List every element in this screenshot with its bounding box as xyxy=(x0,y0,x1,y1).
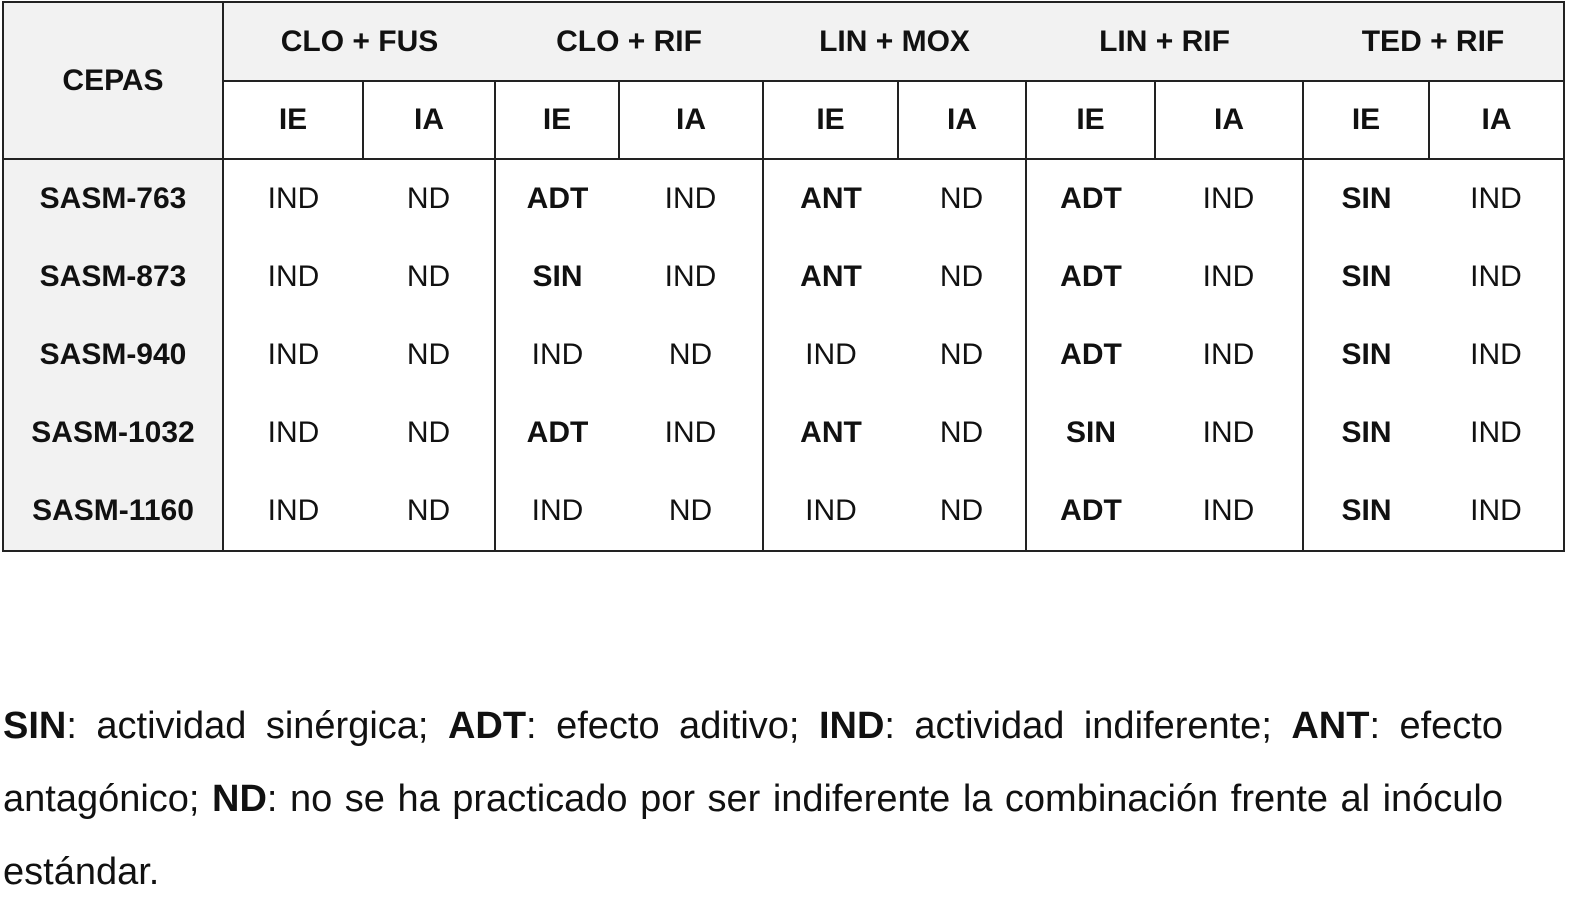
result-cell: ND xyxy=(363,238,495,316)
synergy-results-table xyxy=(2,1,1565,552)
sub-header-ia: IA xyxy=(363,81,495,159)
result-cell: ND xyxy=(363,394,495,472)
legend-definition: : actividad indiferente; xyxy=(884,705,1292,747)
result-cell: SIN xyxy=(1341,182,1392,215)
strain-column-header: CEPAS xyxy=(3,2,223,159)
result-cell: ANT xyxy=(800,260,862,293)
result-cell: SIN xyxy=(1341,260,1392,293)
result-cell: IND xyxy=(1429,316,1564,394)
legend-definition: : actividad sinérgica; xyxy=(66,705,448,747)
legend-definition: : efecto antagónico; xyxy=(3,705,1503,820)
result-cell: ND xyxy=(898,238,1026,316)
table-body xyxy=(3,159,1564,551)
strain-cell: SASM-1032 xyxy=(3,394,223,472)
result-cell: IND xyxy=(1429,394,1564,472)
sub-header-ia: IA xyxy=(1429,81,1564,159)
result-cell: ND xyxy=(363,472,495,551)
legend-abbreviation: IND xyxy=(818,705,885,747)
result-cell: IND xyxy=(267,338,320,371)
sub-header-ia: IA xyxy=(898,81,1026,159)
result-cell: IND xyxy=(531,338,584,371)
sub-header-ie: IE xyxy=(495,81,619,159)
sub-header-ie: IE xyxy=(1303,81,1429,159)
combination-header: TED + RIF xyxy=(1303,2,1564,81)
result-cell: IND xyxy=(267,494,320,527)
result-cell: ND xyxy=(898,472,1026,551)
sub-header-ie: IE xyxy=(763,81,898,159)
result-cell: SIN xyxy=(1341,338,1392,371)
result-cell: SIN xyxy=(1341,416,1392,449)
strain-cell: SASM-873 xyxy=(3,238,223,316)
legend-abbreviation: ANT xyxy=(1291,705,1370,747)
combination-header: LIN + RIF xyxy=(1026,2,1303,81)
table-row xyxy=(3,472,1564,551)
sub-header-ia: IA xyxy=(1155,81,1303,159)
result-cell: SIN xyxy=(532,260,583,293)
result-cell: IND xyxy=(619,159,763,238)
result-cell: ADT xyxy=(1060,494,1122,527)
result-cell: ND xyxy=(898,394,1026,472)
sub-header-ie: IE xyxy=(1026,81,1155,159)
result-cell: IND xyxy=(1429,238,1564,316)
combination-header: CLO + RIF xyxy=(495,2,763,81)
combination-header-row xyxy=(3,2,1564,81)
legend-abbreviation: ND xyxy=(212,778,267,820)
result-cell: SIN xyxy=(1065,416,1116,449)
result-cell: ND xyxy=(898,316,1026,394)
strain-cell: SASM-1160 xyxy=(3,472,223,551)
result-cell: IND xyxy=(267,416,320,449)
sub-header-ia: IA xyxy=(619,81,763,159)
table-row xyxy=(3,238,1564,316)
result-cell: IND xyxy=(805,338,857,371)
table-row xyxy=(3,159,1564,238)
result-cell: IND xyxy=(267,182,320,215)
legend-abbreviation: ADT xyxy=(447,705,527,747)
sub-header-row xyxy=(3,81,1564,159)
table-header xyxy=(3,2,1564,159)
legend-definition: : efecto aditivo; xyxy=(526,705,819,747)
result-cell: IND xyxy=(1155,159,1303,238)
legend-abbreviation: SIN xyxy=(3,705,67,747)
combination-header: LIN + MOX xyxy=(763,2,1026,81)
result-cell: ADT xyxy=(526,416,589,449)
result-cell: IND xyxy=(531,494,584,527)
result-cell: ND xyxy=(363,316,495,394)
result-cell: ADT xyxy=(1060,260,1122,293)
result-cell: ANT xyxy=(800,182,862,215)
result-cell: IND xyxy=(1155,316,1303,394)
result-cell: ADT xyxy=(1060,182,1122,215)
result-cell: ADT xyxy=(526,182,589,215)
result-cell: IND xyxy=(267,260,320,293)
sub-header-ie: IE xyxy=(223,81,363,159)
result-cell: IND xyxy=(1155,394,1303,472)
result-cell: IND xyxy=(1155,238,1303,316)
result-cell: IND xyxy=(1429,472,1564,551)
result-cell: ADT xyxy=(1060,338,1122,371)
combination-header: CLO + FUS xyxy=(223,2,495,81)
result-cell: IND xyxy=(805,494,857,527)
result-cell: ND xyxy=(619,472,763,551)
result-cell: ND xyxy=(363,159,495,238)
legend-definition: : no se ha practicado por ser indiferente la combinación frente al inóculo estándar. xyxy=(3,778,1503,893)
strain-cell: SASM-940 xyxy=(3,316,223,394)
legend-note xyxy=(3,690,1503,909)
result-cell: IND xyxy=(1155,472,1303,551)
result-cell: ANT xyxy=(800,416,862,449)
result-cell: ND xyxy=(619,316,763,394)
result-cell: SIN xyxy=(1341,494,1392,527)
result-cell: ND xyxy=(898,159,1026,238)
table-row xyxy=(3,316,1564,394)
results-table-wrapper xyxy=(2,1,1565,552)
result-cell: IND xyxy=(619,394,763,472)
result-cell: IND xyxy=(619,238,763,316)
result-cell: IND xyxy=(1429,159,1564,238)
strain-cell: SASM-763 xyxy=(3,159,223,238)
table-row xyxy=(3,394,1564,472)
